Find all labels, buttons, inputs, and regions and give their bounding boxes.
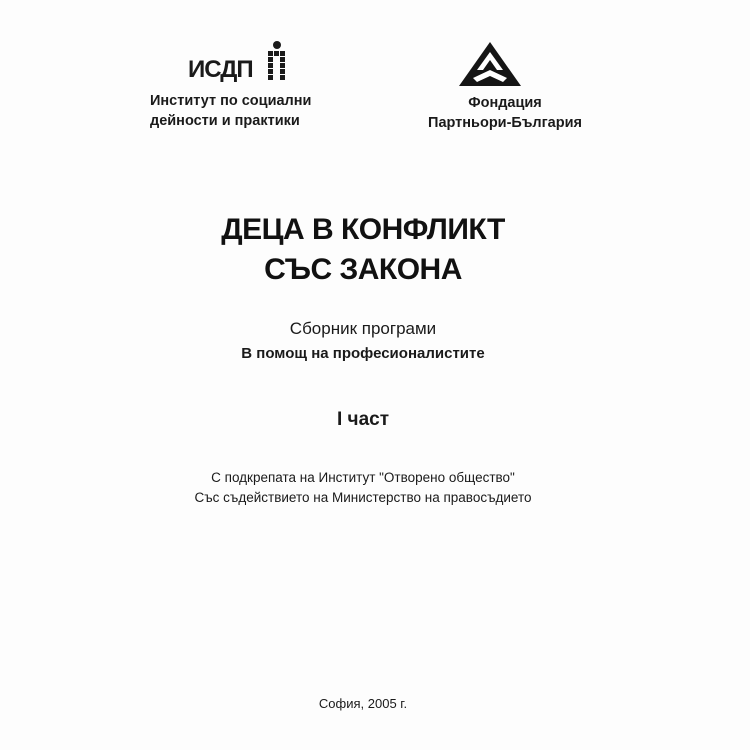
isdp-logo-icon bbox=[268, 40, 288, 82]
book-title bbox=[0, 210, 726, 290]
support-credits bbox=[0, 468, 726, 508]
book-tagline: В помощ на професионалистите bbox=[241, 345, 485, 362]
isdp-logo bbox=[188, 40, 298, 85]
support-line2: Със съдействието на Министерство на правосъдието bbox=[194, 490, 532, 505]
triangle-logo-icon bbox=[457, 40, 523, 88]
isdp-name bbox=[150, 91, 350, 131]
book-subtitle: Сборник програми bbox=[289, 319, 437, 338]
partners-logo-block bbox=[405, 40, 605, 140]
isdp-wordmark: ИСДП bbox=[188, 56, 253, 83]
isdp-name-line1: Институт по социални bbox=[150, 93, 312, 109]
partners-name-line2: Партньори-България bbox=[428, 115, 582, 131]
support-line1: С подкрепата на Институт "Отворено общество" bbox=[211, 470, 515, 485]
partners-name bbox=[405, 93, 605, 133]
isdp-logo-block bbox=[150, 40, 350, 130]
partners-name-line1: Фондация bbox=[468, 95, 542, 111]
book-title-line1: ДЕЦА В КОНФЛИКТ bbox=[221, 213, 505, 246]
book-title-line2: СЪС ЗАКОНА bbox=[264, 253, 462, 286]
part-label: I част bbox=[336, 409, 390, 430]
isdp-name-line2: дейности и практики bbox=[150, 113, 300, 129]
place-year: София, 2005 г. bbox=[318, 696, 408, 711]
